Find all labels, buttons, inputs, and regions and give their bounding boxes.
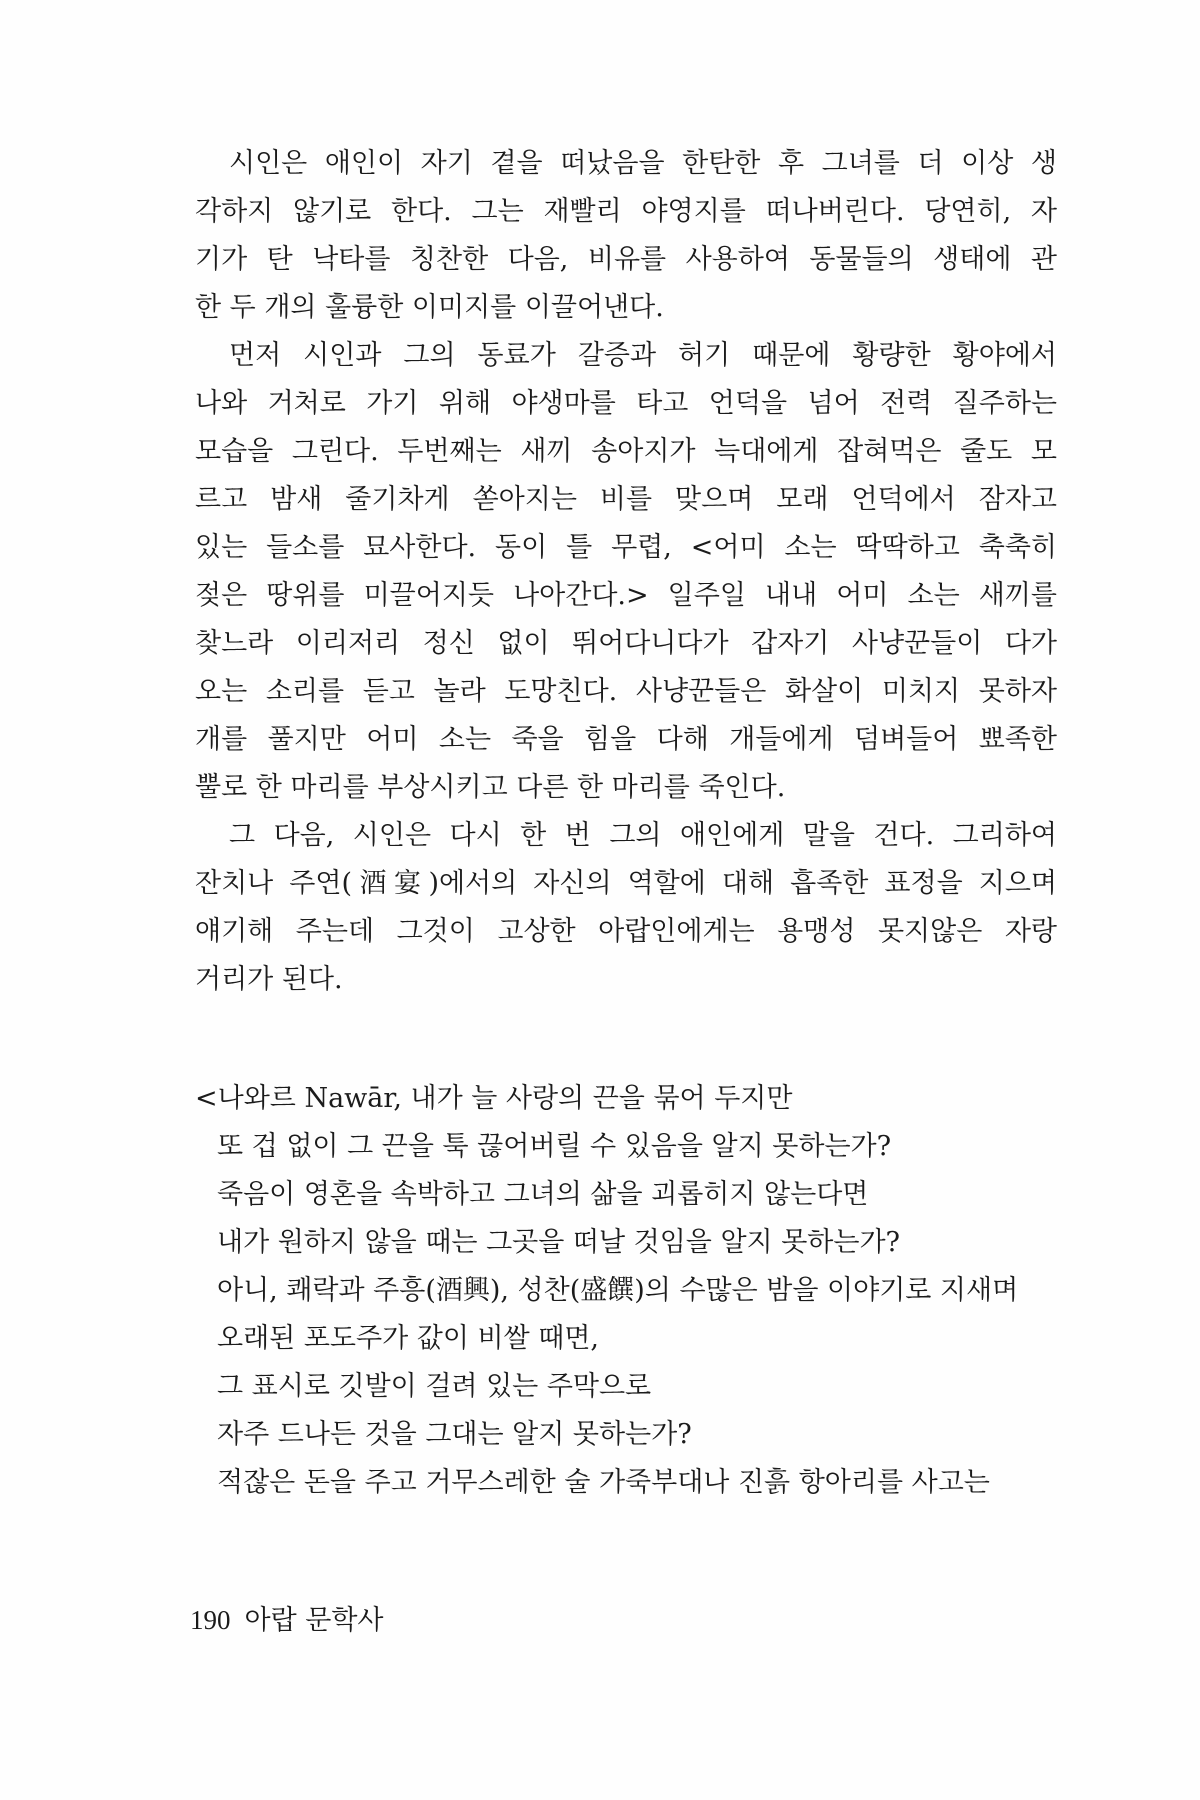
poem-line: 자주 드나든 것을 그대는 알지 못하는가? xyxy=(217,1419,692,1450)
poem-quote xyxy=(195,1075,1057,1507)
text-line: 젖은 땅위를 미끌어지듯 나아간다.> 일주일 내내 어미 소는 새끼를 xyxy=(195,580,1057,611)
text-line: 모습을 그린다. 두번째는 새끼 송아지가 늑대에게 잡혀먹은 줄도 모 xyxy=(195,436,1057,467)
paragraph-3 xyxy=(195,812,1057,1004)
text-line: 르고 밤새 줄기차게 쏟아지는 비를 맞으며 모래 언덕에서 잠자고 xyxy=(195,484,1057,515)
text-line: 한 두 개의 훌륭한 이미지를 이끌어낸다. xyxy=(195,292,664,323)
text-line: 시인은 애인이 자기 곁을 떠났음을 한탄한 후 그녀를 더 이상 생 xyxy=(229,148,1057,179)
text-line: 그 다음, 시인은 다시 한 번 그의 애인에게 말을 건다. 그리하여 xyxy=(229,820,1057,851)
text-line: 먼저 시인과 그의 동료가 갈증과 허기 때문에 황량한 황야에서 xyxy=(229,340,1057,371)
poem-line: 또 겁 없이 그 끈을 툭 끊어버릴 수 있음을 알지 못하는가? xyxy=(217,1131,892,1162)
text-line: 잔치나 주연(酒宴)에서의 자신의 역할에 대해 흡족한 표정을 지으며 xyxy=(195,868,1057,899)
page-number: 190 xyxy=(190,1605,231,1635)
text-line: 찾느라 이리저리 정신 없이 뛰어다니다가 갑자기 사냥꾼들이 다가 xyxy=(195,628,1057,659)
text-line: 개를 풀지만 어미 소는 죽을 힘을 다해 개들에게 덤벼들어 뾰족한 xyxy=(195,724,1057,755)
poem-line: 그 표시로 깃발이 걸려 있는 주막으로 xyxy=(217,1371,652,1402)
text-line: 있는 들소를 묘사한다. 동이 틀 무렵, <어미 소는 딱딱하고 축축히 xyxy=(195,532,1057,563)
poem-line: 내가 원하지 않을 때는 그곳을 떠날 것임을 알지 못하는가? xyxy=(217,1227,901,1258)
poem-line: 오래된 포도주가 값이 비쌀 때면, xyxy=(217,1323,599,1354)
text-line: 거리가 된다. xyxy=(195,964,343,995)
running-title: 아랍 문학사 xyxy=(244,1605,384,1636)
poem-line: 죽음이 영혼을 속박하고 그녀의 삶을 괴롭히지 않는다면 xyxy=(217,1179,869,1210)
page-footer xyxy=(190,1600,384,1641)
poem-line: 아니, 쾌락과 주흥(酒興), 성찬(盛饌)의 수많은 밤을 이야기로 지새며 xyxy=(217,1275,1019,1306)
poem-line: 적잖은 돈을 주고 거무스레한 술 가죽부대나 진흙 항아리를 사고는 xyxy=(217,1467,990,1498)
text-line: 오는 소리를 듣고 놀라 도망친다. 사냥꾼들은 화살이 미치지 못하자 xyxy=(195,676,1057,707)
poem-line: <나와르 Nawār, 내가 늘 사랑의 끈을 묶어 두지만 xyxy=(195,1083,793,1114)
body-text xyxy=(195,140,1057,1004)
text-line: 각하지 않기로 한다. 그는 재빨리 야영지를 떠나버린다. 당연히, 자 xyxy=(195,196,1057,227)
text-line: 나와 거처로 가기 위해 야생마를 타고 언덕을 넘어 전력 질주하는 xyxy=(195,388,1057,419)
text-line: 얘기해 주는데 그것이 고상한 아랍인에게는 용맹성 못지않은 자랑 xyxy=(195,916,1057,947)
paragraph-1 xyxy=(195,140,1057,332)
text-line: 뿔로 한 마리를 부상시키고 다른 한 마리를 죽인다. xyxy=(195,772,786,803)
text-line: 기가 탄 낙타를 칭찬한 다음, 비유를 사용하여 동물들의 생태에 관 xyxy=(195,244,1057,275)
paragraph-2 xyxy=(195,332,1057,812)
